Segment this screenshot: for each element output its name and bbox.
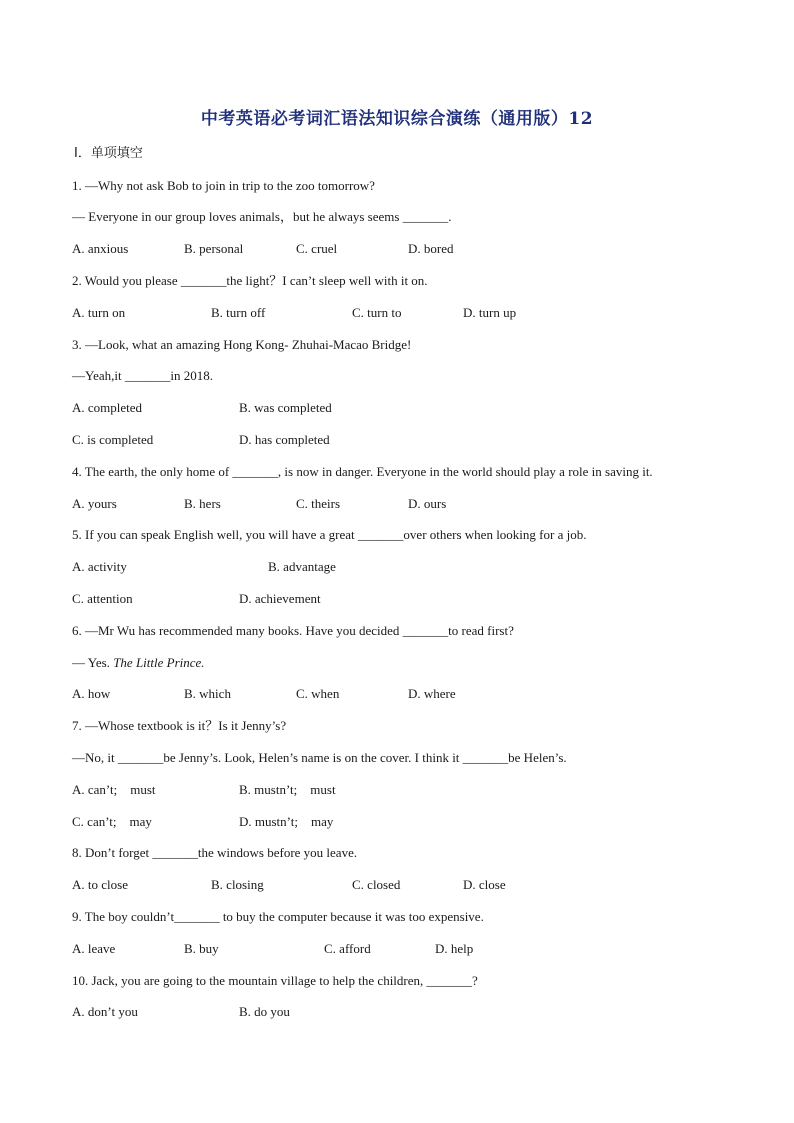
section-heading: Ⅰ．单项填空 <box>74 146 143 161</box>
question-9-stem: 9. The boy couldn’t_______ to buy the computer because it was too expensive. <box>72 909 484 924</box>
q8-option-c: C. closed <box>352 877 401 892</box>
question-10-stem: 10. Jack, you are going to the mountain village to help the children, _______? <box>72 973 478 988</box>
q6-option-d: D. where <box>408 686 456 701</box>
question-5-stem: 5. If you can speak English well, you will have a great _______over others when looking for a job. <box>72 527 587 542</box>
question-6-reply <box>72 654 205 672</box>
q8-option-d: D. close <box>463 877 506 892</box>
question-3-reply: —Yeah,it _______in 2018. <box>72 368 213 383</box>
q8-option-a: A. to close <box>72 877 128 892</box>
q1-option-a: A. anxious <box>72 241 129 256</box>
question-1-reply: — Everyone in our group loves animals，but he always seems _______. <box>72 209 452 224</box>
question-7-stem: 7. —Whose textbook is it？Is it Jenny’s? <box>72 718 287 733</box>
question-2-stem: 2. Would you please _______the light？I can’t sleep well with it on. <box>72 273 428 288</box>
question-3-stem: 3. —Look, what an amazing Hong Kong- Zhuhai-Macao Bridge! <box>72 337 412 352</box>
q9-option-a: A. leave <box>72 941 116 956</box>
q6-option-c: C. when <box>296 686 340 701</box>
question-4-stem: 4. The earth, the only home of _______, is now in danger. Everyone in the world should play a role in saving it. <box>72 464 653 479</box>
q1-option-b: B. personal <box>184 241 244 256</box>
q5-option-c: C. attention <box>72 591 133 606</box>
question-8-stem: 8. Don’t forget _______the windows before you leave. <box>72 845 358 860</box>
q6-option-a: A. how <box>72 686 111 701</box>
q3-option-b: B. was completed <box>239 400 332 415</box>
question-7-reply: —No, it _______be Jenny’s. Look, Helen’s name is on the cover. I think it _______be Helen’s. <box>72 750 567 765</box>
q3-option-d: D. has completed <box>239 432 330 447</box>
q6-book-title: The Little Prince. <box>113 655 205 670</box>
q9-option-c: C. afford <box>324 941 371 956</box>
q10-option-a: A. don’t you <box>72 1004 138 1019</box>
q5-option-a: A. activity <box>72 559 127 574</box>
q3-option-c: C. is completed <box>72 432 154 447</box>
q2-option-d: D. turn up <box>463 305 517 320</box>
q4-option-a: A. yours <box>72 496 117 511</box>
q8-option-b: B. closing <box>211 877 264 892</box>
q3-option-a: A. completed <box>72 400 143 415</box>
q7-option-a: A. can’t; must <box>72 782 156 797</box>
q6-option-b: B. which <box>184 686 231 701</box>
q5-option-b: B. advantage <box>268 559 336 574</box>
question-1-stem: 1. —Why not ask Bob to join in trip to the zoo tomorrow? <box>72 178 375 193</box>
q1-option-c: C. cruel <box>296 241 338 256</box>
q4-option-b: B. hers <box>184 496 221 511</box>
q4-option-d: D. ours <box>408 496 447 511</box>
q9-option-b: B. buy <box>184 941 219 956</box>
q9-option-d: D. help <box>435 941 474 956</box>
q4-option-c: C. theirs <box>296 496 341 511</box>
q2-option-b: B. turn off <box>211 305 266 320</box>
question-6-stem: 6. —Mr Wu has recommended many books. Have you decided _______to read first? <box>72 623 514 638</box>
q7-option-d: D. mustn’t; may <box>239 814 334 829</box>
q2-option-a: A. turn on <box>72 305 126 320</box>
q7-option-b: B. mustn’t; must <box>239 782 336 797</box>
q5-option-d: D. achievement <box>239 591 321 606</box>
q1-option-d: D. bored <box>408 241 454 256</box>
q2-option-c: C. turn to <box>352 305 402 320</box>
page-title: 中考英语必考词汇语法知识综合演练（通用版）12 <box>200 109 594 129</box>
q6-reply-prefix: — Yes. <box>72 655 114 670</box>
q7-option-c: C. can’t; may <box>72 814 152 829</box>
q10-option-b: B. do you <box>239 1004 290 1019</box>
